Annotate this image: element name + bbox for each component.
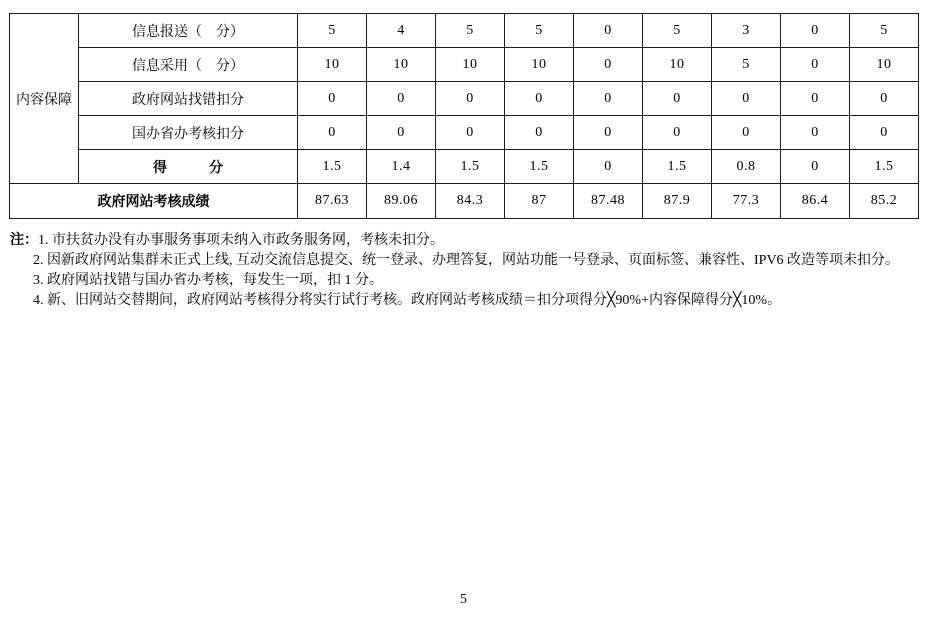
- data-cell: 10: [298, 48, 367, 82]
- summary-value-cell: 87.63: [298, 184, 367, 219]
- data-cell: 10: [643, 48, 712, 82]
- page-number: 5: [460, 592, 467, 607]
- footnotes: [10, 231, 920, 311]
- data-cell: 0: [643, 116, 712, 150]
- summary-value-cell: 87.48: [574, 184, 643, 219]
- table-row: [10, 116, 919, 150]
- data-cell: 10: [367, 48, 436, 82]
- summary-value-cell: 77.3: [712, 184, 781, 219]
- data-cell: 10: [505, 48, 574, 82]
- data-cell: 0: [574, 82, 643, 116]
- data-cell: 5: [436, 14, 505, 48]
- group-label-cell: 内容保障: [10, 14, 79, 184]
- data-cell: 4: [367, 14, 436, 48]
- data-cell: 0: [367, 82, 436, 116]
- data-cell: 10: [850, 48, 919, 82]
- data-cell: 1.5: [298, 150, 367, 184]
- data-cell: 0: [436, 116, 505, 150]
- row-label: 国办省办考核扣分: [79, 116, 298, 150]
- data-cell: 0: [781, 150, 850, 184]
- summary-value-cell: 85.2: [850, 184, 919, 219]
- data-cell: 3: [712, 14, 781, 48]
- data-cell: 5: [298, 14, 367, 48]
- row-label: 信息报送（ 分）: [79, 14, 298, 48]
- note-line-2: 2. 因新政府网站集群未正式上线, 互动交流信息提交、统一登录、办理答复，网站功能一号登录、页面标签、兼容性、IPV6 改造等项未扣分。: [33, 253, 900, 268]
- data-cell: 0: [367, 116, 436, 150]
- data-cell: 0: [850, 116, 919, 150]
- data-cell: 5: [712, 48, 781, 82]
- data-cell: 1.5: [643, 150, 712, 184]
- summary-value-cell: 89.06: [367, 184, 436, 219]
- row-label: 信息采用（ 分）: [79, 48, 298, 82]
- table-row: [10, 82, 919, 116]
- row-label: 政府网站找错扣分: [79, 82, 298, 116]
- data-cell: 0: [781, 116, 850, 150]
- note-prefix: 注：: [10, 233, 38, 248]
- data-cell: 0: [574, 116, 643, 150]
- data-cell: 0: [781, 14, 850, 48]
- table-row: [10, 14, 919, 48]
- summary-value-cell: 84.3: [436, 184, 505, 219]
- data-cell: 10: [436, 48, 505, 82]
- table-row: [10, 150, 919, 184]
- data-cell: 0: [712, 116, 781, 150]
- summary-value-cell: 86.4: [781, 184, 850, 219]
- data-cell: 0: [850, 82, 919, 116]
- data-cell: 1.5: [850, 150, 919, 184]
- note-line-4: 4. 新、旧网站交替期间，政府网站考核得分将实行试行考核。政府网站考核成绩＝扣分项得分╳90%+内容保障得分╳10%。: [33, 293, 782, 308]
- data-cell: 0.8: [712, 150, 781, 184]
- data-cell: 0: [574, 48, 643, 82]
- note-line-3: 3. 政府网站找错与国办省办考核，每发生一项，扣 1 分。: [33, 273, 383, 288]
- summary-value-cell: 87: [505, 184, 574, 219]
- data-cell: 0: [505, 82, 574, 116]
- data-cell: 0: [574, 150, 643, 184]
- data-cell: 0: [712, 82, 781, 116]
- data-cell: 0: [643, 82, 712, 116]
- data-cell: 0: [781, 48, 850, 82]
- data-cell: 1.5: [505, 150, 574, 184]
- data-cell: 0: [298, 116, 367, 150]
- data-cell: 0: [574, 14, 643, 48]
- table-row: [10, 48, 919, 82]
- summary-label-cell: 政府网站考核成绩: [10, 184, 298, 219]
- data-cell: 0: [781, 82, 850, 116]
- data-cell: 1.4: [367, 150, 436, 184]
- data-cell: 1.5: [436, 150, 505, 184]
- data-cell: 0: [298, 82, 367, 116]
- note-line-1: [10, 231, 920, 251]
- summary-row: [10, 184, 919, 219]
- data-cell: 5: [505, 14, 574, 48]
- note-text: 1. 市扶贫办没有办事服务事项未纳入市政务服务网，考核未扣分。: [38, 233, 444, 248]
- data-cell: 5: [850, 14, 919, 48]
- data-cell: 0: [436, 82, 505, 116]
- data-cell: 5: [643, 14, 712, 48]
- row-label: 得 分: [79, 150, 298, 184]
- assessment-score-table: [9, 13, 919, 219]
- summary-value-cell: 87.9: [643, 184, 712, 219]
- data-cell: 0: [505, 116, 574, 150]
